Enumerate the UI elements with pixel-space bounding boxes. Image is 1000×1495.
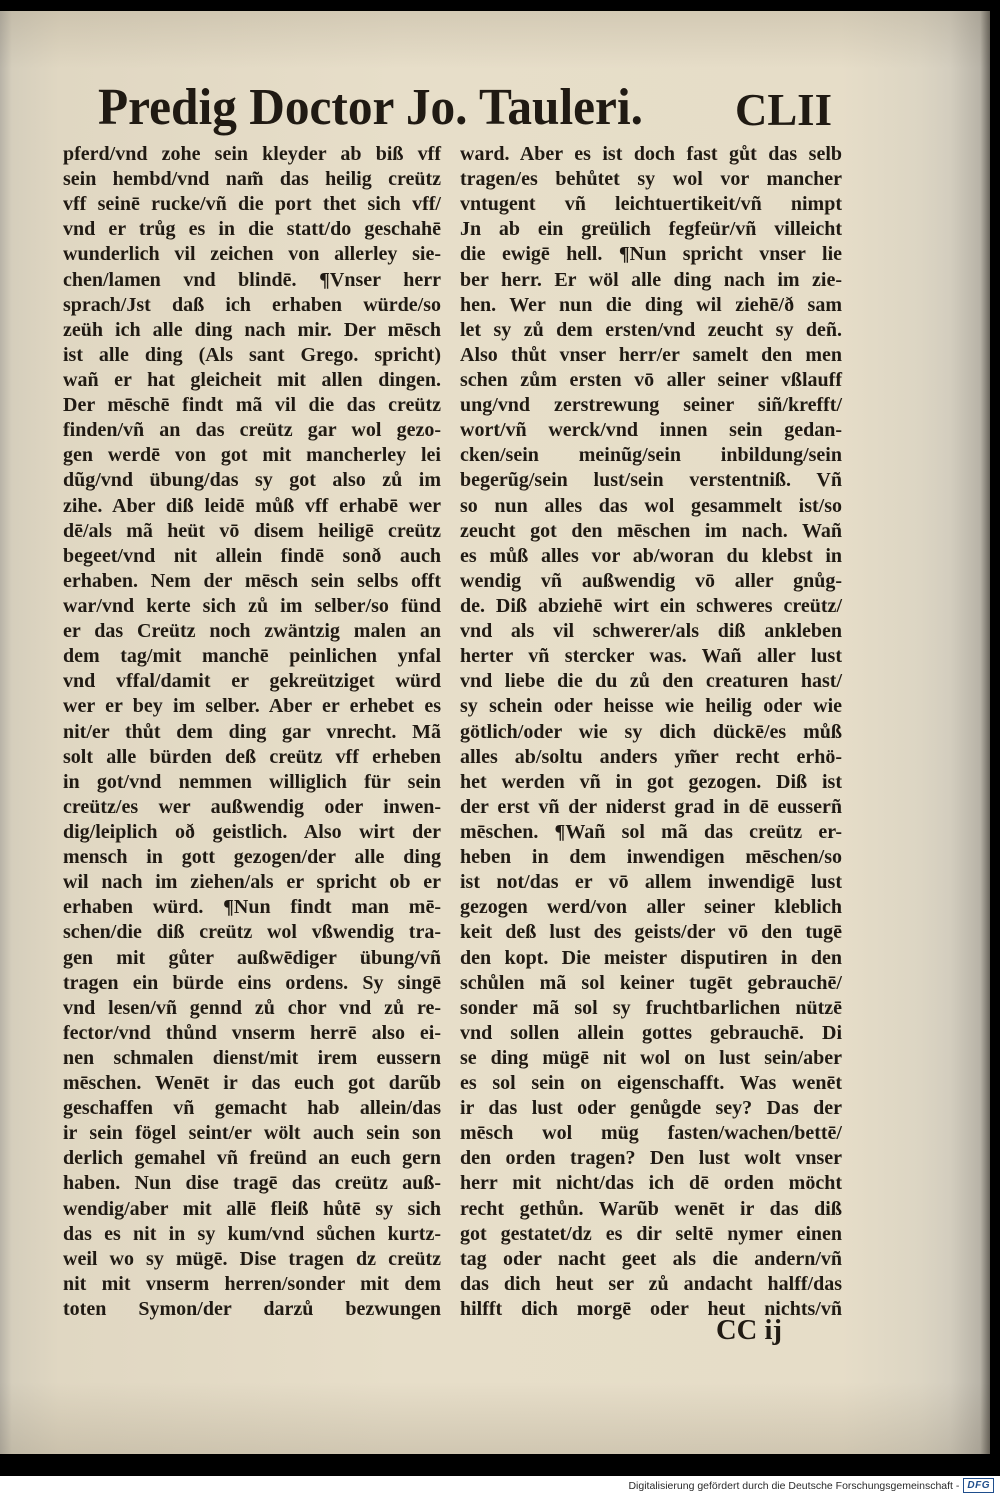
text-line <box>63 242 441 267</box>
text-line <box>460 845 842 870</box>
text-line-content: recht gethůn. Warũb wenēt ir das diß <box>460 1197 842 1220</box>
text-line-content: tag oder nacht geet als die andern/vñ <box>460 1247 842 1270</box>
text-line-content: tragen/es behůtet sy wol vor mancher <box>460 168 842 191</box>
text-line <box>460 895 842 920</box>
text-line-content: den orden tragen? Den lust wolt vnser <box>460 1147 842 1170</box>
text-line <box>460 619 842 644</box>
text-line <box>460 820 842 845</box>
text-line <box>460 519 842 544</box>
book-page <box>0 11 990 1454</box>
text-line-content: vnd sollen allein gottes gebrauchē. Di <box>460 1021 842 1044</box>
text-line <box>63 268 441 293</box>
text-line-content: schen/die diß creütz wol vßwendig tra- <box>63 921 441 944</box>
text-line <box>63 946 441 971</box>
text-line-content: derlich gemahel vñ freünd an euch gern <box>63 1147 441 1170</box>
text-line <box>63 720 441 745</box>
text-line <box>460 1071 842 1096</box>
text-line-content: dig/leiplich oð geistlich. Also wirt der <box>63 820 441 843</box>
text-line <box>63 644 441 669</box>
text-line <box>460 192 842 217</box>
text-line-content: se ding mügē nit wol on lust sein/aber <box>460 1046 842 1069</box>
text-line <box>460 494 842 519</box>
text-line <box>460 242 842 267</box>
text-line <box>63 845 441 870</box>
text-line-content: war/vnd kerte sich zů im selber/so fünd <box>63 594 441 617</box>
text-line <box>460 971 842 996</box>
text-line <box>460 1247 842 1272</box>
text-line <box>460 1121 842 1146</box>
text-line-content: herter vñ stercker was. Wañ aller lust <box>460 645 842 668</box>
text-line <box>63 820 441 845</box>
text-line <box>63 594 441 619</box>
text-line <box>460 1222 842 1247</box>
text-line <box>460 468 842 493</box>
text-line <box>460 1197 842 1222</box>
text-line-content: mēsch wol müg fasten/wachen/bettē/ <box>460 1122 842 1145</box>
dfg-logo-icon: DFG <box>963 1478 994 1493</box>
text-line <box>460 720 842 745</box>
text-line-content: ist not/das er vō allem inwendigē lust <box>460 871 842 894</box>
text-line-content: begerũg/sein lust/sein verstentniß. Vñ <box>460 469 842 492</box>
text-line-content: solt alle bürden deß creütz vff erheben <box>63 745 441 768</box>
text-line-content: cken/sein meinũg/sein inbildung/sein <box>460 444 842 467</box>
text-line <box>460 217 842 242</box>
text-line-content: das dich heut ser zů andacht halff/das <box>460 1272 842 1295</box>
text-line-content: er das Creütz noch zwäntzig malen an <box>63 620 441 643</box>
text-line-content: sprach/Jst daß ich erhaben würde/so <box>63 293 441 316</box>
text-line-content: weil wo sy mügē. Dise tragen dz creütz <box>63 1247 441 1270</box>
text-line <box>460 770 842 795</box>
text-line-content: haben. Nun dise tragē das creütz auß- <box>63 1172 441 1195</box>
text-line <box>460 1096 842 1121</box>
text-line <box>63 1171 441 1196</box>
text-line-content: mēschen. Wenēt ir das euch got darũb <box>63 1072 441 1095</box>
text-line-content: alles ab/soltu anders ym̃er recht erhö- <box>460 745 842 768</box>
text-line <box>63 167 441 192</box>
text-line-content: vff seinē rucke/vñ die port thet sich vff/ <box>63 193 441 216</box>
text-line-content: ir sein fögel seint/er wölt auch sein son <box>63 1122 441 1145</box>
text-line-content: keit deß lust des geists/der vō den tugē <box>460 921 842 944</box>
text-line-content: mēschen. ¶Wañ sol mã das creütz er- <box>460 820 842 843</box>
signature-mark-text: CC ij <box>716 1315 782 1346</box>
text-line-content: die ewigē hell. ¶Nun spricht vnser lie <box>460 243 842 266</box>
text-line <box>460 343 842 368</box>
text-line-content: Also thůt vnser herr/er samelt den men <box>460 343 842 366</box>
text-line <box>63 1247 441 1272</box>
text-line <box>460 1046 842 1071</box>
text-line-content: herr mit nicht/das ich dē orden möcht <box>460 1172 842 1195</box>
text-line-content: heben in dem inwendigen mēschen/so <box>460 846 842 869</box>
text-line-content: wunderlich vil zeichen von allerley sie- <box>63 243 441 266</box>
text-line <box>63 393 441 418</box>
text-line-content: gen werdē von got mit mancherley lei <box>63 444 441 467</box>
text-line <box>460 1272 842 1297</box>
text-column-left <box>63 142 441 1322</box>
text-line <box>460 745 842 770</box>
text-line-content: es sol sein on eigenschafft. Was wenēt <box>460 1072 842 1095</box>
text-line-content: schen zům ersten vō aller seiner vßlauff <box>460 368 842 391</box>
text-line <box>63 343 441 368</box>
text-line-content: ung/vnd zerstrewung seiner siñ/krefft/ <box>460 394 842 417</box>
text-line <box>460 694 842 719</box>
text-line <box>63 1021 441 1046</box>
text-line <box>63 1071 441 1096</box>
text-line <box>460 870 842 895</box>
text-line-content: fector/vnd thůnd vnserm herrē also ei- <box>63 1021 441 1044</box>
text-line-content: het werden vñ in got gezogen. Diß ist <box>460 770 842 793</box>
running-head-title: Predig Doctor Jo. Tauleri. <box>98 79 643 136</box>
text-line-content: ir das lust oder genůgde sey? Das der <box>460 1097 842 1120</box>
folio-label: CLII <box>735 84 832 135</box>
text-line-content: götlich/oder wie sy dich dückē/es můß <box>460 720 842 743</box>
text-line <box>63 1146 441 1171</box>
text-line-content: sein hembd/vnd nam̃ das heilig creütz <box>63 168 441 191</box>
text-line-content: vnd als vil schwerer/als diß ankleben <box>460 620 842 643</box>
text-line <box>63 870 441 895</box>
text-line <box>460 1171 842 1196</box>
text-line <box>63 443 441 468</box>
text-line-content: wer er bey im selber. Aber er erhebet es <box>63 695 441 718</box>
text-line-content: wañ er hat gleicheit mit allen dingen. <box>63 368 441 391</box>
text-line <box>460 920 842 945</box>
text-line-content: vnd vffal/damit er gekreütziget würd <box>63 670 441 693</box>
text-line <box>63 1222 441 1247</box>
text-line <box>63 619 441 644</box>
text-line-content: de. Diß abziehē wirt ein schweres creütz/ <box>460 594 842 617</box>
text-line-content: dũg/vnd übung/das sy got also zů im <box>63 469 441 492</box>
text-line <box>460 795 842 820</box>
text-line-content: hilfft dich morgē oder heut nichts/vñ <box>460 1298 842 1321</box>
text-line-content: nen schmalen dienst/mit irem eussern <box>63 1046 441 1069</box>
text-line-content: wendig vñ außwendig vō aller gnůg- <box>460 569 842 592</box>
text-line <box>460 418 842 443</box>
text-line <box>63 192 441 217</box>
text-line <box>63 494 441 519</box>
text-line <box>63 217 441 242</box>
text-column-right <box>460 142 842 1322</box>
text-line-content: der erst vñ der niderst grad in dē eusserñ <box>460 795 842 818</box>
text-line <box>63 1046 441 1071</box>
text-line-content: gen mit gůter außwēdiger übung/vñ <box>63 946 441 969</box>
text-line-content: ist alle ding (Als sant Grego. spricht) <box>63 343 441 366</box>
text-line-content: tragen ein bürde eins ordens. Sy singē <box>63 971 441 994</box>
text-line-content: Der mēschē findt mã vil die das creütz <box>63 394 441 417</box>
text-line-content: zeüh ich alle ding nach mir. Der mēsch <box>63 318 441 341</box>
text-line <box>63 1272 441 1297</box>
text-line-content: creütz/es wer außwendig oder inwen- <box>63 795 441 818</box>
text-line-content: toten Symon/der darzů bezwungen <box>63 1298 441 1321</box>
text-line-content: das es nit in sy kum/vnd sůchen kurtz- <box>63 1222 441 1245</box>
text-line <box>63 1121 441 1146</box>
text-line <box>63 895 441 920</box>
text-line <box>460 318 842 343</box>
folio-number <box>735 83 832 137</box>
text-line <box>63 544 441 569</box>
text-line <box>63 418 441 443</box>
text-line-content: zihe. Aber diß leidē můß vff erhabē wer <box>63 494 441 517</box>
text-line-content: vnd liebe die du zů den creaturen hast/ <box>460 670 842 693</box>
text-line-content: wendig/aber mit allē fleiß hůtē sy sich <box>63 1197 441 1220</box>
text-line-content: finden/vñ an das creütz gar wol gezo- <box>63 419 441 442</box>
text-line <box>63 795 441 820</box>
text-line <box>63 770 441 795</box>
text-line <box>63 142 441 167</box>
text-line <box>63 1297 441 1322</box>
text-line-content: erhaben würd. ¶Nun findt man mē- <box>63 896 441 919</box>
text-line-content: let sy zů dem ersten/vnd zeucht sy deñ. <box>460 318 842 341</box>
signature-mark <box>716 1314 782 1348</box>
running-head <box>98 77 643 139</box>
text-line-content: erhaben. Nem der mēsch sein selbs offt <box>63 569 441 592</box>
text-line <box>460 1021 842 1046</box>
text-line-content: vnd er trůg es in die statt/do geschahē <box>63 218 441 241</box>
digitization-footer <box>0 1476 1000 1495</box>
text-line <box>460 293 842 318</box>
text-line-content: pferd/vnd zohe sein kleyder ab biß vff <box>63 143 441 165</box>
text-line <box>460 268 842 293</box>
text-line <box>63 519 441 544</box>
text-line <box>460 1146 842 1171</box>
text-line-content: got gestatet/dz es dir seltē nymer einen <box>460 1222 842 1245</box>
text-line-content: nit/er thůt dem ding gar vnrecht. Mã <box>63 720 441 743</box>
text-line-content: ber herr. Er wöl alle ding nach im zie- <box>460 268 842 291</box>
text-line-content: hen. Wer nun die ding wil ziehē/ð sam <box>460 293 842 316</box>
text-line-content: schůlen mã sol keiner tugēt gebrauchē/ <box>460 971 842 994</box>
text-line-content: es můß alles vor ab/woran du klebst in <box>460 544 842 567</box>
text-line <box>460 996 842 1021</box>
text-line <box>460 443 842 468</box>
text-line-content: sonder mã sol sy fruchtbarlichen nützē <box>460 996 842 1019</box>
text-line <box>63 368 441 393</box>
text-line-content: wil nach im ziehen/als er spricht ob er <box>63 871 441 894</box>
text-line-content: sy schein oder heisse wie heilig oder wie <box>460 695 842 718</box>
text-line-content: so nun alles das wol gesammelt ist/so <box>460 494 842 517</box>
text-line <box>460 644 842 669</box>
text-line-content: dē/als mã heüt vō disem heiligē creütz <box>63 519 441 542</box>
text-line-content: zeucht got den mēschen im nach. Wañ <box>460 519 842 542</box>
text-line-content: geschaffen vñ gemacht hab allein/das <box>63 1097 441 1120</box>
text-line <box>460 594 842 619</box>
text-line <box>460 393 842 418</box>
text-line-content: mensch in gott gezogen/der alle ding <box>63 846 441 869</box>
text-line-content: vnd lesen/vñ gennd zů chor vnd zů re- <box>63 996 441 1019</box>
text-line-content: dem tag/mit manchē peinlichen ynfal <box>63 645 441 668</box>
text-line <box>63 920 441 945</box>
text-line <box>63 996 441 1021</box>
text-line <box>63 669 441 694</box>
text-line <box>63 318 441 343</box>
text-line <box>63 1197 441 1222</box>
text-line <box>460 142 842 167</box>
funding-credit: Digitalisierung gefördert durch die Deutsche Forschungsgemeinschaft - <box>628 1479 960 1492</box>
text-line <box>63 1096 441 1121</box>
text-line-content: vntugent vñ leichtuertikeit/vñ nimpt <box>460 193 842 216</box>
text-line <box>63 569 441 594</box>
text-line-content: nit mit vnserm herren/sonder mit dem <box>63 1272 441 1295</box>
text-line <box>63 745 441 770</box>
text-line <box>460 1297 842 1322</box>
text-line <box>460 544 842 569</box>
text-line <box>63 293 441 318</box>
text-line <box>460 669 842 694</box>
text-line-content: ward. Aber es ist doch fast gůt das selb <box>460 143 842 165</box>
text-line <box>460 167 842 192</box>
text-line <box>63 468 441 493</box>
text-line <box>460 946 842 971</box>
text-line-content: begeet/vnd nit allein findē sonð auch <box>63 544 441 567</box>
text-line-content: in got/vnd nemmen williglich für sein <box>63 770 441 793</box>
text-line-content: wort/vñ werck/vnd innen sein gedan- <box>460 419 842 442</box>
text-line-content: den kopt. Die meister disputiren in den <box>460 946 842 969</box>
text-line-content: chen/lamen vnd blindē. ¶Vnser herr <box>63 268 441 291</box>
text-line <box>63 694 441 719</box>
text-line <box>460 569 842 594</box>
text-line-content: Jn ab ein greülich fegfeür/vñ villeicht <box>460 218 842 241</box>
text-line-content: gezogen werd/von aller seiner kleblich <box>460 896 842 919</box>
text-line <box>460 368 842 393</box>
text-line <box>63 971 441 996</box>
